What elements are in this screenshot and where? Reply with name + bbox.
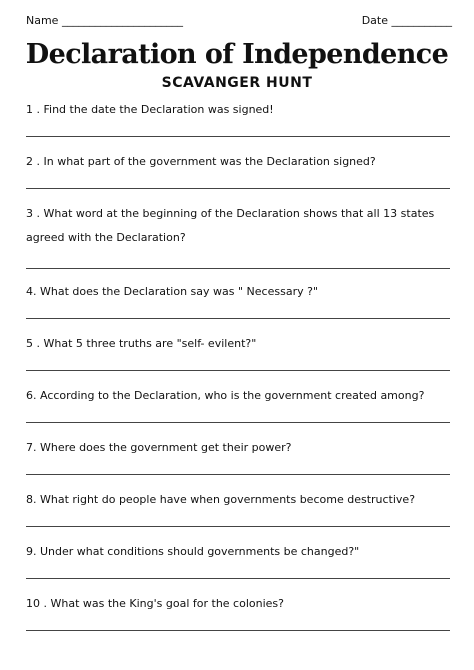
answer-line bbox=[26, 578, 450, 579]
question-text: 1 . Find the date the Declaration was signed! bbox=[26, 103, 274, 116]
question-text: 3 . What word at the beginning of the Declaration shows that all 13 states agreed with the Declaration? bbox=[26, 207, 435, 244]
answer-line bbox=[26, 136, 450, 137]
answer-line bbox=[26, 422, 450, 423]
header-row bbox=[26, 14, 452, 32]
question-text: 4. What does the Declaration say was " Necessary ?" bbox=[26, 285, 318, 298]
answer-line bbox=[26, 370, 450, 371]
question-10 bbox=[26, 592, 450, 616]
question-text: 7. Where does the government get their power? bbox=[26, 441, 292, 454]
answer-line bbox=[26, 318, 450, 319]
question-6 bbox=[26, 384, 450, 408]
answer-line bbox=[26, 630, 450, 631]
answer-line bbox=[26, 474, 450, 475]
question-text: 8. What right do people have when governments become destructive? bbox=[26, 493, 416, 506]
question-text: 5 . What 5 three truths are "self- evilent?" bbox=[26, 337, 257, 350]
question-2 bbox=[26, 150, 450, 174]
question-5 bbox=[26, 332, 450, 356]
name-field: Name ______________________ bbox=[26, 14, 183, 27]
question-text: 6. According to the Declaration, who is the government created among? bbox=[26, 389, 425, 402]
question-9 bbox=[26, 540, 450, 564]
question-8 bbox=[26, 488, 450, 512]
question-7 bbox=[26, 436, 450, 460]
answer-line bbox=[26, 268, 450, 269]
question-text: 9. Under what conditions should governments be changed?" bbox=[26, 545, 360, 558]
question-1 bbox=[26, 98, 450, 122]
worksheet-title: Declaration of Independence bbox=[25, 39, 449, 70]
question-text: 10 . What was the King's goal for the colonies? bbox=[26, 597, 284, 610]
question-3 bbox=[26, 202, 450, 250]
answer-line bbox=[26, 526, 450, 527]
date-field: Date ___________ bbox=[361, 14, 452, 27]
question-4 bbox=[26, 280, 450, 304]
question-text: 2 . In what part of the government was the Declaration signed? bbox=[26, 155, 376, 168]
answer-line bbox=[26, 188, 450, 189]
worksheet-subtitle: SCAVANGER HUNT bbox=[161, 75, 313, 91]
